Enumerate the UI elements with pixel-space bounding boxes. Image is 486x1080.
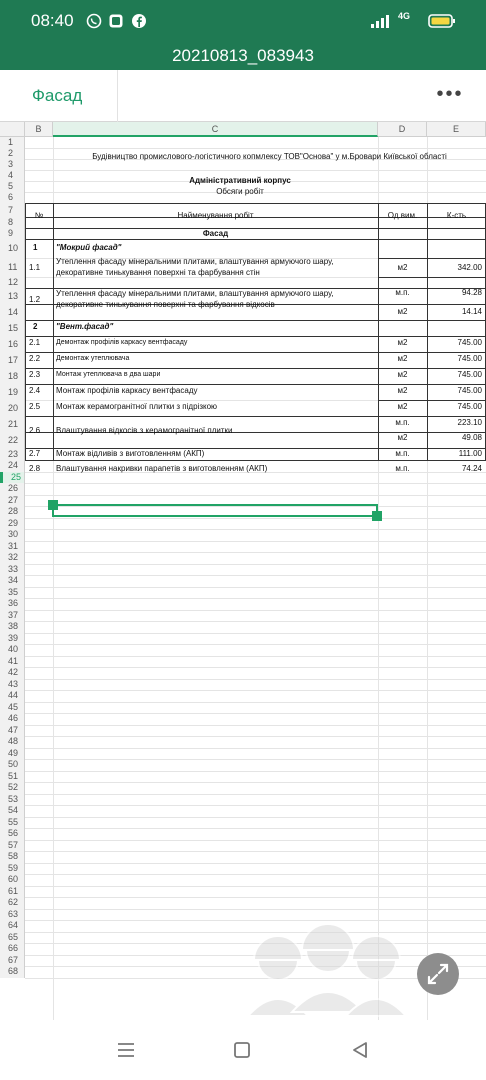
row-header[interactable]: 45 bbox=[0, 702, 25, 714]
row-header[interactable]: 49 bbox=[0, 748, 25, 760]
row-grid-line bbox=[25, 909, 486, 910]
row-grid-line bbox=[25, 598, 486, 599]
row-grid-line bbox=[25, 170, 486, 171]
selection-handle-end[interactable] bbox=[372, 511, 382, 521]
row-header[interactable]: 39 bbox=[0, 633, 25, 645]
row-grid-line bbox=[25, 897, 486, 898]
row-grid-line bbox=[25, 702, 486, 703]
item-no: 2.4 bbox=[29, 386, 41, 395]
row-header[interactable]: 22 bbox=[0, 432, 25, 448]
header-unit: Од.вим. bbox=[387, 211, 418, 220]
row-grid-line bbox=[25, 725, 486, 726]
row-header[interactable]: 58 bbox=[0, 851, 25, 863]
row-header[interactable]: 66 bbox=[0, 943, 25, 955]
signal-icon bbox=[370, 13, 390, 29]
row-grid-line bbox=[25, 690, 486, 691]
row-header[interactable]: 37 bbox=[0, 610, 25, 622]
item-unit: м.п. bbox=[395, 464, 410, 473]
more-options-button[interactable]: ••• bbox=[436, 83, 464, 105]
row-grid-line bbox=[25, 621, 486, 622]
row-header[interactable]: 6 bbox=[0, 192, 25, 203]
row-grid-line bbox=[25, 529, 486, 530]
row-header[interactable]: 34 bbox=[0, 575, 25, 587]
row-header[interactable]: 52 bbox=[0, 782, 25, 794]
row-grid-line bbox=[25, 667, 486, 668]
row-grid-line bbox=[25, 575, 486, 576]
row-grid-line bbox=[25, 886, 486, 887]
row-header[interactable]: 51 bbox=[0, 771, 25, 783]
row-header[interactable]: 68 bbox=[0, 966, 25, 978]
table-border-line bbox=[378, 258, 486, 259]
item-qty: 745.00 bbox=[457, 370, 482, 379]
item-unit: м2 bbox=[397, 386, 408, 395]
row-grid-line bbox=[25, 817, 486, 818]
table-border-line bbox=[25, 368, 486, 369]
row-header[interactable]: 30 bbox=[0, 529, 25, 541]
row-header[interactable]: 5 bbox=[0, 181, 25, 192]
item-name: Утеплення фасаду мінеральними плитами, влаштування армуючого шару, декоративне тинькування поверхні та фарбування відкосів bbox=[56, 289, 334, 309]
row-grid-line bbox=[25, 771, 486, 772]
item-name: Утеплення фасаду мінеральними плитами, влаштування армуючого шару, декоративне тинькування поверхні та фарбування стін bbox=[56, 257, 334, 277]
item-name: Монтаж відливів з виготовленням (АКП) bbox=[56, 449, 205, 458]
row-header[interactable]: 47 bbox=[0, 725, 25, 737]
item-name: Монтаж утеплювача в два шари bbox=[56, 371, 161, 378]
row-header[interactable]: 60 bbox=[0, 874, 25, 886]
table-border-line bbox=[25, 460, 486, 461]
item-no: 1.2 bbox=[29, 295, 41, 304]
status-time: 08:40 bbox=[31, 11, 74, 30]
row-grid-line bbox=[25, 863, 486, 864]
row-header[interactable]: 32 bbox=[0, 552, 25, 564]
row-header[interactable]: 8 bbox=[0, 217, 25, 228]
item-no: 2 bbox=[33, 322, 38, 331]
row-header[interactable]: 1 bbox=[0, 137, 25, 148]
row-header[interactable]: 18 bbox=[0, 368, 25, 384]
cell-selection[interactable] bbox=[52, 504, 378, 517]
row-header[interactable]: 21 bbox=[0, 416, 25, 432]
row-grid-line bbox=[25, 736, 486, 737]
status-bar bbox=[0, 0, 486, 42]
item-name: Влаштування відкосів з керамогранітної плитки bbox=[56, 426, 233, 435]
item-unit: м2 bbox=[397, 370, 408, 379]
row-header[interactable]: 33 bbox=[0, 564, 25, 576]
row-header[interactable]: 31 bbox=[0, 541, 25, 553]
row-header[interactable]: 35 bbox=[0, 587, 25, 599]
row-header[interactable]: 63 bbox=[0, 909, 25, 921]
row-grid-line bbox=[25, 656, 486, 657]
battery-icon bbox=[428, 13, 456, 29]
item-no: 2.6 bbox=[29, 426, 41, 435]
row-header[interactable]: 38 bbox=[0, 621, 25, 633]
row-header[interactable]: 20 bbox=[0, 400, 25, 416]
row-grid-line bbox=[25, 840, 486, 841]
item-no: 2.7 bbox=[29, 449, 41, 458]
item-name: "Вент.фасад" bbox=[56, 322, 114, 331]
file-title: 20210813_083943 bbox=[172, 46, 314, 65]
item-name: Демонтаж утеплювача bbox=[56, 355, 130, 362]
column-header-b[interactable]: B bbox=[25, 122, 53, 137]
row-header[interactable]: 13 bbox=[0, 288, 25, 304]
row-header[interactable]: 28 bbox=[0, 506, 25, 518]
fullscreen-button[interactable] bbox=[417, 953, 459, 995]
table-border-line bbox=[378, 277, 486, 278]
network-label: 4G bbox=[398, 11, 411, 21]
row-grid-line bbox=[25, 851, 486, 852]
row-grid-line bbox=[25, 794, 486, 795]
project-title: Будівництво промислового-логістичного копмлексу ТОВ"Основа" у м.Бровари Київської області bbox=[92, 152, 447, 161]
row-grid-line bbox=[25, 610, 486, 611]
row-grid-line bbox=[25, 483, 486, 484]
navigation-bar bbox=[0, 1020, 486, 1080]
header-no: № bbox=[34, 211, 44, 220]
item-qty: 745.00 bbox=[457, 386, 482, 395]
row-header[interactable]: 29 bbox=[0, 518, 25, 530]
item-no: 2.8 bbox=[29, 464, 41, 473]
row-grid-line bbox=[25, 564, 486, 565]
row-grid-line bbox=[25, 148, 486, 149]
sheet-tab-label: Фасад bbox=[32, 86, 83, 105]
row-header[interactable]: 44 bbox=[0, 690, 25, 702]
row-header[interactable]: 19 bbox=[0, 384, 25, 400]
table-border-line bbox=[25, 416, 486, 417]
row-header[interactable]: 25 bbox=[0, 472, 25, 484]
table-border-line bbox=[25, 336, 486, 337]
section-label: Фасад bbox=[202, 229, 229, 238]
row-header[interactable]: 62 bbox=[0, 897, 25, 909]
row-grid-line bbox=[25, 805, 486, 806]
item-qty: 342.00 bbox=[457, 263, 482, 272]
table-border-line bbox=[25, 203, 486, 204]
sheet-tab-fasad[interactable] bbox=[0, 70, 118, 122]
row-header[interactable]: 40 bbox=[0, 644, 25, 656]
message-icon bbox=[108, 13, 124, 29]
row-header[interactable]: 43 bbox=[0, 679, 25, 691]
item-unit: м2 bbox=[397, 263, 408, 272]
row-header[interactable]: 46 bbox=[0, 713, 25, 725]
back-icon[interactable] bbox=[352, 1042, 368, 1058]
row-grid-line bbox=[25, 644, 486, 645]
item-unit: м2 bbox=[397, 402, 408, 411]
row-grid-line bbox=[25, 713, 486, 714]
viber-icon bbox=[86, 13, 102, 29]
row-header[interactable]: 36 bbox=[0, 598, 25, 610]
item-unit: м2 bbox=[397, 338, 408, 347]
select-all-corner[interactable] bbox=[0, 122, 25, 137]
item-qty: 745.00 bbox=[457, 402, 482, 411]
row-header[interactable]: 23 bbox=[0, 448, 25, 460]
row-grid-line bbox=[25, 541, 486, 542]
row-grid-line bbox=[25, 587, 486, 588]
row-header[interactable]: 61 bbox=[0, 886, 25, 898]
table-border-line bbox=[25, 320, 486, 321]
row-header[interactable]: 27 bbox=[0, 495, 25, 507]
item-qty-2: 14.14 bbox=[461, 307, 482, 316]
row-header[interactable]: 2 bbox=[0, 148, 25, 159]
item-no: 2.5 bbox=[29, 402, 41, 411]
row-header[interactable]: 16 bbox=[0, 336, 25, 352]
row-grid-line bbox=[25, 748, 486, 749]
item-name: "Мокрий фасад" bbox=[56, 243, 122, 252]
row-header[interactable]: 26 bbox=[0, 483, 25, 495]
item-name: Монтаж керамогранітної плитки з підрізкою bbox=[56, 402, 218, 411]
row-header[interactable]: 24 bbox=[0, 460, 25, 472]
row-header[interactable]: 12 bbox=[0, 277, 25, 288]
item-name: Демонтаж профілів каркасу вентфасаду bbox=[56, 339, 188, 346]
row-header[interactable]: 67 bbox=[0, 955, 25, 967]
item-no: 2.3 bbox=[29, 370, 41, 379]
selection-handle-start[interactable] bbox=[48, 500, 58, 510]
section-subtitle: Обсяги робіт bbox=[216, 187, 264, 196]
item-no: 2.1 bbox=[29, 338, 41, 347]
row-grid-line bbox=[25, 759, 486, 760]
facebook-icon bbox=[131, 13, 147, 29]
row-header[interactable]: 59 bbox=[0, 863, 25, 875]
item-qty: 111.00 bbox=[458, 449, 482, 458]
item-unit: м.п. bbox=[395, 288, 410, 297]
item-unit-2: м2 bbox=[397, 307, 408, 316]
item-unit: м.п. bbox=[395, 449, 410, 458]
row-header[interactable]: 15 bbox=[0, 320, 25, 336]
column-header-c[interactable]: C bbox=[53, 122, 378, 137]
item-no: 1.1 bbox=[29, 263, 41, 272]
item-no: 1 bbox=[33, 243, 38, 252]
expand-icon bbox=[417, 953, 459, 995]
row-header[interactable]: 55 bbox=[0, 817, 25, 829]
row-header[interactable]: 7 bbox=[0, 203, 25, 217]
row-grid-line bbox=[25, 495, 486, 496]
item-no: 2.2 bbox=[29, 354, 41, 363]
table-border-line bbox=[25, 384, 486, 385]
item-qty: 223.10 bbox=[457, 418, 482, 427]
row-grid-line bbox=[25, 679, 486, 680]
row-grid-line bbox=[25, 782, 486, 783]
header-name: Найменування робіт bbox=[177, 211, 254, 220]
row-header[interactable]: 42 bbox=[0, 667, 25, 679]
table-border-line bbox=[378, 400, 486, 401]
column-header-d[interactable]: D bbox=[378, 122, 427, 137]
row-grid-line bbox=[25, 518, 486, 519]
row-header[interactable]: 65 bbox=[0, 932, 25, 944]
header-qty: К-сть bbox=[446, 211, 467, 220]
home-icon[interactable] bbox=[234, 1042, 250, 1058]
table-border-line bbox=[25, 203, 26, 460]
file-title-bar bbox=[0, 42, 486, 70]
item-qty-2: 49.08 bbox=[461, 433, 482, 442]
row-header[interactable]: 64 bbox=[0, 920, 25, 932]
item-name: Монтаж профілів каркасу вентфасаду bbox=[56, 386, 198, 395]
item-unit-2: м2 bbox=[397, 433, 408, 442]
row-header[interactable]: 9 bbox=[0, 228, 25, 239]
table-border-line bbox=[25, 352, 486, 353]
item-unit: м.п. bbox=[395, 418, 410, 427]
row-header[interactable]: 48 bbox=[0, 736, 25, 748]
row-header[interactable]: 4 bbox=[0, 170, 25, 181]
building-title: Адміністративний корпус bbox=[189, 176, 291, 185]
row-header[interactable]: 11 bbox=[0, 258, 25, 277]
column-header-e[interactable]: E bbox=[427, 122, 486, 137]
item-qty: 74.24 bbox=[461, 464, 482, 473]
item-name: Влаштування накривки парапетів з виготовленням (АКП) bbox=[56, 464, 268, 473]
row-grid-line bbox=[25, 828, 486, 829]
row-header[interactable]: 17 bbox=[0, 352, 25, 368]
row-header[interactable]: 54 bbox=[0, 805, 25, 817]
row-header[interactable]: 10 bbox=[0, 239, 25, 258]
row-grid-line bbox=[25, 552, 486, 553]
table-border-line bbox=[25, 239, 486, 240]
row-header[interactable]: 3 bbox=[0, 159, 25, 170]
row-header[interactable]: 41 bbox=[0, 656, 25, 668]
item-unit: м2 bbox=[397, 354, 408, 363]
spreadsheet-grid[interactable] bbox=[0, 122, 486, 1020]
sheet-tab-bar bbox=[0, 70, 486, 122]
row-header[interactable]: 14 bbox=[0, 304, 25, 320]
item-qty: 745.00 bbox=[457, 338, 482, 347]
row-header[interactable]: 56 bbox=[0, 828, 25, 840]
row-grid-line bbox=[25, 633, 486, 634]
row-header[interactable]: 50 bbox=[0, 759, 25, 771]
recent-apps-icon[interactable] bbox=[117, 1042, 135, 1058]
row-header[interactable]: 57 bbox=[0, 840, 25, 852]
row-grid-line bbox=[25, 874, 486, 875]
item-qty: 94.28 bbox=[461, 288, 482, 297]
item-qty: 745.00 bbox=[457, 354, 482, 363]
row-header[interactable]: 53 bbox=[0, 794, 25, 806]
table-border-line bbox=[53, 203, 54, 460]
